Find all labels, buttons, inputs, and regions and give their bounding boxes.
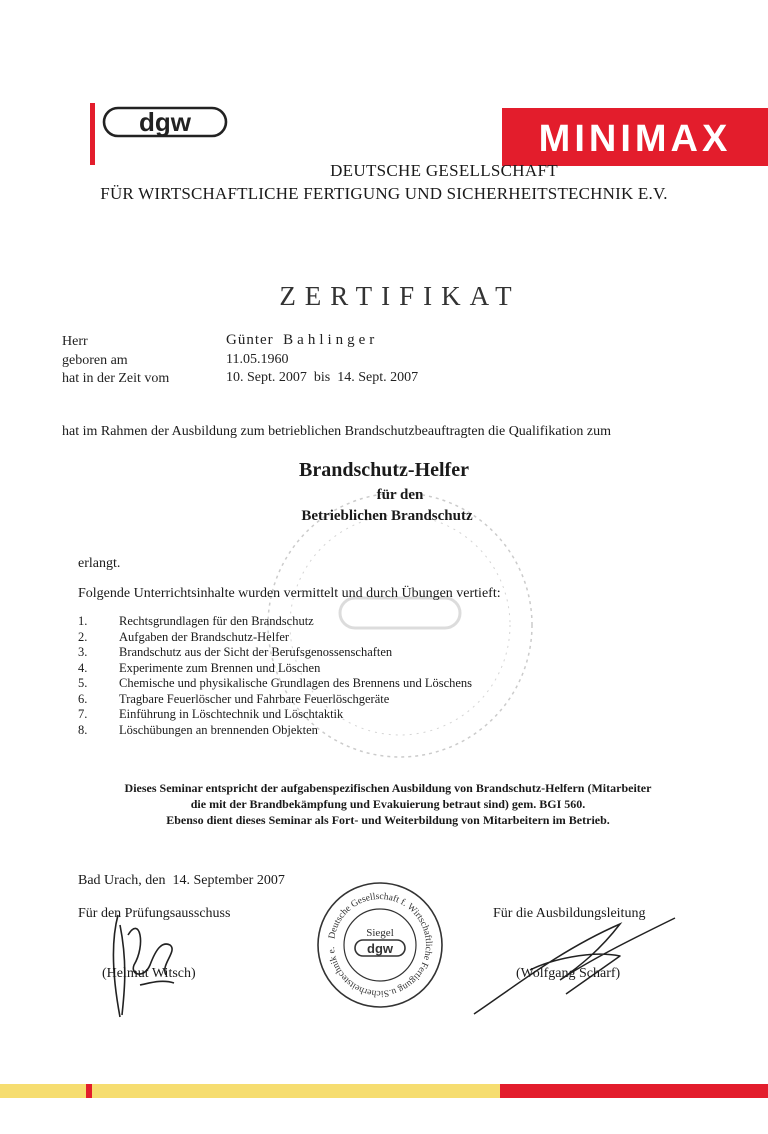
svg-text:MINIMAX: MINIMAX [538, 118, 732, 160]
topics-list [78, 614, 472, 738]
svg-text:Siegel: Siegel [366, 927, 394, 939]
organization-line-2: FÜR WIRTSCHAFTLICHE FERTIGUNG UND SICHERHEITSTECHNIK E.V. [100, 184, 668, 203]
signer-left-name: (Helmut Witsch) [102, 966, 196, 981]
footer-stripe-yellow [0, 1084, 500, 1098]
place-date: Bad Urach, den 14. September 2007 [78, 873, 285, 888]
training-management-label: Für die Ausbildungsleitung [493, 906, 646, 921]
seminar-note-line-1: Dieses Seminar entspricht der aufgabenspezifischen Ausbildung von Brandschutz-Helfern (Mitarbeiter [124, 781, 652, 795]
achieved-text: erlangt. [78, 556, 121, 571]
svg-text:Deutsche Gesellschaft f. Wirts: Deutsche Gesellschaft f. Wirtschaftliche Fertigung u.Sicherheitstechnik e. [327, 891, 434, 999]
svg-text:dgw: dgw [367, 941, 393, 956]
list-item: 4. Experimente zum Brennen und Löschen [78, 660, 321, 675]
qualification-subtitle-2: Betrieblichen Brandschutz [301, 508, 473, 524]
list-item: 8. Löschübungen an brennenden Objekten [78, 722, 318, 737]
svg-text:dgw: dgw [139, 107, 191, 137]
examination-board-label: Für den Prüfungsausschuss [78, 906, 231, 921]
seminar-note-line-2: die mit der Brandbekämpfung und Evakuierung betraut sind) gem. BGI 560. [190, 797, 586, 811]
organization-line-1: DEUTSCHE GESELLSCHAFT [330, 161, 558, 180]
dgw-logo-bar [90, 103, 95, 165]
list-item: 5. Chemische und physikalische Grundlagen des Brennens und Löschens [78, 676, 473, 690]
seminar-note-line-3: Ebenso dient dieses Seminar als Fort- und Weiterbildung von Mitarbeitern im Betrieb. [166, 813, 610, 827]
topics-intro: Folgende Unterrichtsinhalte wurden vermittelt und durch Übungen vertieft: [78, 586, 501, 601]
qualification-subtitle-1: für den [376, 487, 424, 503]
footer-stripe-red [500, 1084, 768, 1098]
list-item: 7. Einführung in Löschtechnik und Löschtaktik [78, 707, 344, 721]
signer-right-name: (Wolfgang Scharf) [516, 966, 621, 981]
footer-stripe-marker [86, 1084, 92, 1098]
qualification-title: Brandschutz-Helfer [299, 459, 469, 481]
dgw-logo [102, 105, 228, 144]
born-value: 11.05.1960 [226, 352, 289, 367]
period-label: hat in der Zeit vom [62, 371, 170, 386]
minimax-logo [502, 108, 768, 166]
salutation-label: Herr [62, 334, 88, 349]
official-seal-stamp [315, 880, 445, 1015]
list-item: 6. Tragbare Feuerlöscher und Fahrbare Feuerlöschgeräte [78, 691, 390, 706]
qualification-intro: hat im Rahmen der Ausbildung zum betrieblichen Brandschutzbeauftragten die Qualifikation zum [62, 424, 611, 439]
list-item: 1. Rechtsgrundlagen für den Brandschutz [78, 614, 314, 628]
list-item: 3. Brandschutz aus der Sicht der Berufsgenossenschaften [78, 645, 393, 659]
born-label: geboren am [62, 353, 128, 368]
recipient-name: Günter Bahlinger [226, 332, 379, 348]
list-item: 2. Aufgaben der Brandschutz-Helfer [78, 629, 290, 644]
period-value: 10. Sept. 2007 bis 14. Sept. 2007 [226, 370, 419, 385]
certificate-title: ZERTIFIKAT [279, 281, 521, 311]
